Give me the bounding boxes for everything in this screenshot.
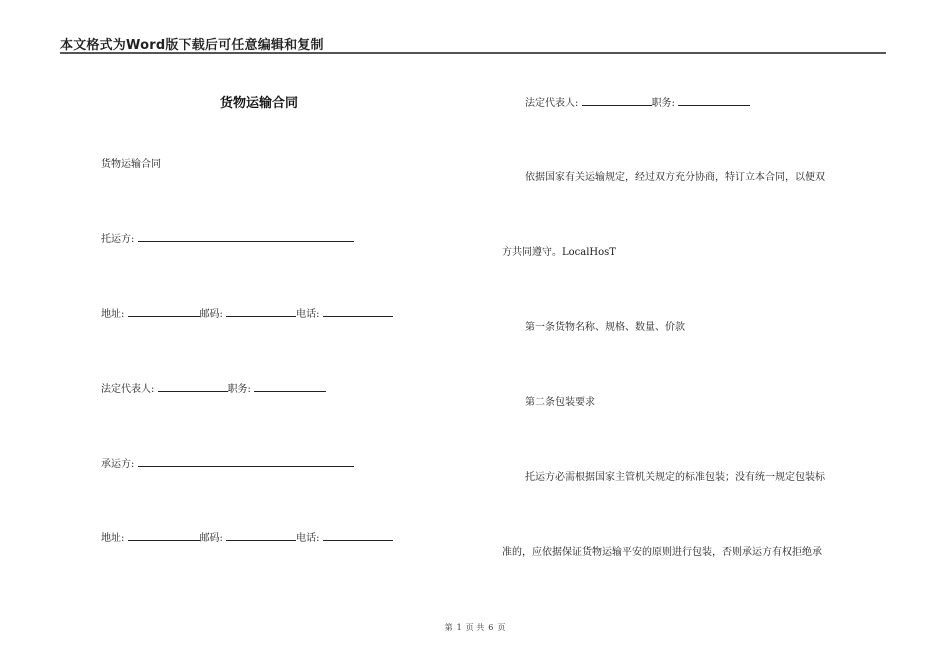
page-suffix: 页: [497, 623, 506, 632]
position-label: 职务:: [227, 384, 251, 395]
carrier-blank[interactable]: [138, 456, 354, 467]
address-label: 地址:: [101, 309, 125, 320]
page-header: [60, 34, 886, 54]
representative-line-1: [101, 380, 326, 395]
representative-label: 法定代表人:: [101, 384, 155, 395]
phone-blank[interactable]: [323, 530, 393, 541]
postcode-blank[interactable]: [226, 306, 296, 317]
intro-paragraph-line-2: 方共同遵守。LocalHosT: [502, 247, 616, 258]
total-pages: 6: [488, 623, 494, 632]
carrier-representative-line: [525, 94, 750, 109]
phone-blank[interactable]: [323, 306, 393, 317]
carrier-line: [101, 455, 354, 470]
packaging-paragraph-line-1: 托运方必需根据国家主管机关规定的标准包装；没有统一规定包装标: [525, 472, 825, 483]
address-line-2: [101, 529, 393, 544]
address-label: 地址:: [101, 533, 125, 544]
contract-subtitle: 货物运输合同: [101, 159, 161, 170]
page-number: [0, 622, 950, 633]
position-label: 职务:: [651, 98, 675, 109]
address-blank[interactable]: [128, 306, 200, 317]
representative-blank[interactable]: [582, 95, 652, 106]
document-title: 货物运输合同: [220, 96, 299, 111]
header-text: 本文格式为Word版下载后可任意编辑和复制: [60, 38, 324, 53]
postcode-label: 邮码:: [199, 533, 223, 544]
postcode-label: 邮码:: [199, 309, 223, 320]
article-1-heading: 第一条货物名称、规格、数量、价款: [525, 322, 685, 333]
carrier-label: 承运方:: [101, 459, 135, 470]
position-blank[interactable]: [254, 381, 326, 392]
page-prefix: 第: [444, 623, 453, 632]
shipper-label: 托运方:: [101, 234, 135, 245]
current-page: 1: [456, 623, 462, 632]
position-blank[interactable]: [678, 95, 750, 106]
packaging-paragraph-line-2: 准的，应依据保证货物运输平安的原则进行包装，否则承运方有权拒绝承: [502, 547, 822, 558]
article-2-heading: 第二条包装要求: [525, 397, 595, 408]
shipper-line: [101, 230, 354, 245]
phone-label: 电话:: [296, 533, 320, 544]
intro-paragraph-line-1: 依据国家有关运输规定，经过双方充分协商，特订立本合同，以便双: [525, 172, 825, 183]
address-blank[interactable]: [128, 530, 200, 541]
representative-label: 法定代表人:: [525, 98, 579, 109]
representative-blank[interactable]: [158, 381, 228, 392]
address-line-1: [101, 305, 393, 320]
page-mid: 页 共: [465, 623, 485, 632]
postcode-blank[interactable]: [226, 530, 296, 541]
shipper-blank[interactable]: [138, 231, 354, 242]
phone-label: 电话:: [296, 309, 320, 320]
